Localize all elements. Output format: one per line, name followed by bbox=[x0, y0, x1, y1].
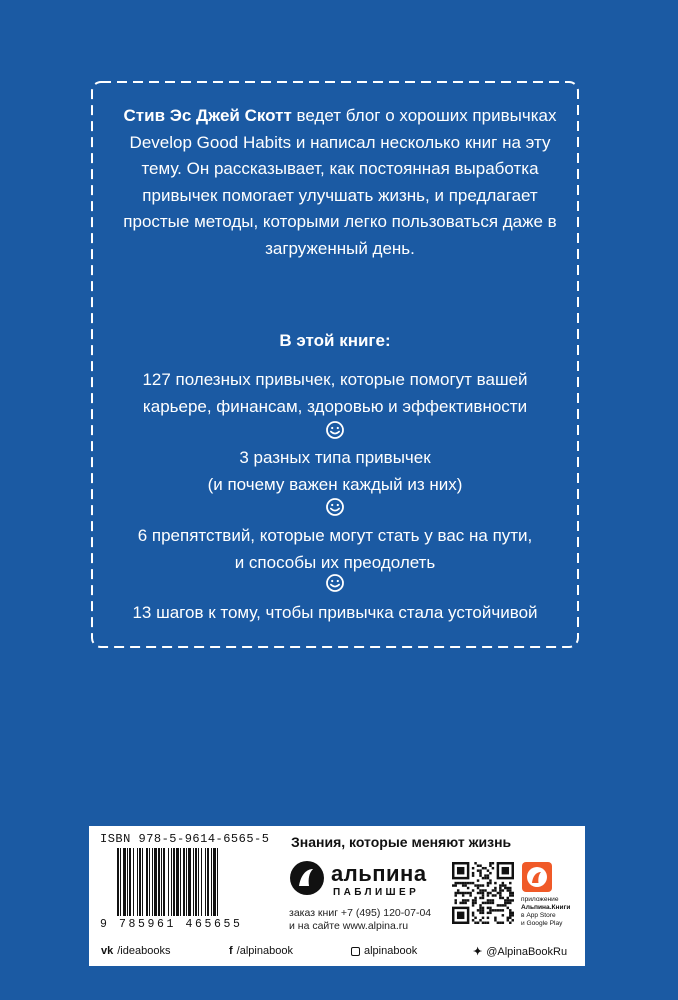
smiley-icon bbox=[325, 420, 345, 440]
publisher-name: альпина bbox=[331, 861, 427, 886]
social-links bbox=[89, 945, 585, 961]
list-item-line: 6 препятствий, которые могут стать у вас на пути, bbox=[137, 526, 533, 545]
list-item bbox=[91, 444, 579, 498]
list-item-line: 13 шагов к тому, чтобы привычка стала устойчивой bbox=[132, 603, 538, 622]
publisher-logo-icon bbox=[289, 860, 325, 896]
app-promo bbox=[521, 896, 585, 928]
social-twitter[interactable] bbox=[473, 945, 567, 958]
barcode bbox=[117, 848, 267, 916]
app-promo-line: приложение bbox=[521, 896, 559, 903]
publisher-subtitle: ПАБЛИШЕР bbox=[333, 887, 420, 898]
contents-title: В этой книге: bbox=[279, 331, 391, 350]
smiley-icon bbox=[325, 497, 345, 517]
author-blurb bbox=[117, 103, 563, 262]
list-item-line: карьере, финансам, здоровью и эффективности bbox=[142, 397, 528, 416]
list-item bbox=[91, 522, 579, 576]
app-logo-icon bbox=[522, 862, 552, 892]
list-item-line: 3 разных типа привычек bbox=[239, 448, 431, 467]
social-facebook-label: /alpinabook bbox=[236, 945, 293, 957]
list-item-line: (и почему важен каждый из них) bbox=[207, 475, 463, 494]
social-vk[interactable] bbox=[101, 945, 170, 957]
facebook-icon: f bbox=[229, 945, 233, 957]
social-facebook[interactable] bbox=[229, 945, 293, 957]
app-name: Альпина.Книги bbox=[521, 904, 571, 911]
social-twitter-label: @AlpinaBookRu bbox=[486, 945, 568, 958]
twitter-icon: ✦ bbox=[473, 946, 483, 958]
author-description: ведет блог о хороших привычках Develop Good Habits и написал несколько книг на эту тему. Он рассказывает, как постоянная выработка привычек помогает улучшать жизнь, и предлагает простые методы, которыми легко пользоваться даже в загруженный день. bbox=[123, 106, 557, 258]
vk-icon: vk bbox=[101, 945, 114, 957]
smiley-icon bbox=[325, 573, 345, 593]
social-vk-label: /ideabooks bbox=[117, 945, 171, 957]
author-name: Стив Эс Джей Скотт bbox=[123, 106, 292, 125]
order-info bbox=[289, 907, 431, 932]
social-instagram-label: alpinabook bbox=[364, 945, 418, 957]
list-item-line: и способы их преодолеть bbox=[234, 553, 436, 572]
app-promo-line: в App Store bbox=[521, 912, 556, 919]
qr-code bbox=[452, 862, 514, 924]
order-site: и на сайте www.alpina.ru bbox=[289, 919, 409, 932]
tagline: Знания, которые меняют жизнь bbox=[291, 834, 512, 850]
app-promo-line: и Google Play bbox=[521, 920, 563, 927]
list-item bbox=[91, 599, 579, 626]
list-item-line: 127 полезных привычек, которые помогут вашей bbox=[142, 370, 528, 389]
instagram-icon bbox=[351, 947, 360, 956]
list-item bbox=[91, 366, 579, 420]
ean-digits: 9 785961 465655 bbox=[100, 918, 243, 931]
social-instagram[interactable] bbox=[351, 945, 417, 957]
order-phone: заказ книг +7 (495) 120-07-04 bbox=[289, 907, 432, 919]
isbn-text: ISBN 978-5-9614-6565-5 bbox=[100, 832, 270, 846]
